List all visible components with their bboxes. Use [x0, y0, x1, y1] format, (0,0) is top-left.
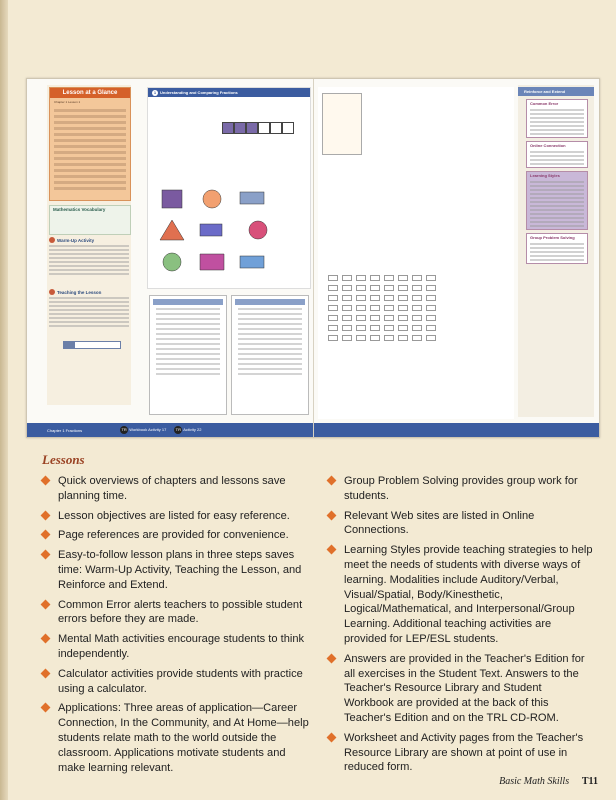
right-feature-list [326, 474, 594, 775]
online-connection-box: Online Connection [526, 141, 588, 168]
diamond-bullet-icon [327, 732, 337, 742]
list-item [40, 701, 312, 775]
section-heading: Lessons [42, 452, 85, 467]
list-item-text: Quick overviews of chapters and lessons save planning time. [58, 475, 286, 502]
worksheet-label: Workbook Activity 17 [129, 427, 167, 432]
warmup-section [49, 237, 129, 287]
vocabulary-box [49, 205, 131, 235]
fraction-shapes-graphic [154, 186, 304, 276]
teacher-page-left [27, 79, 314, 437]
list-item [326, 543, 594, 647]
list-item [40, 598, 312, 628]
diamond-bullet-icon [41, 550, 51, 560]
teaching-section [49, 289, 129, 339]
lesson-at-a-glance-box [49, 87, 131, 201]
diamond-bullet-icon [327, 510, 337, 520]
left-footer-text: Chapter 1 Fractions [47, 427, 83, 433]
activity-label: Activity 22 [183, 427, 202, 432]
warmup-title: Warm-Up Activity [57, 237, 95, 243]
list-item-text: Easy-to-follow lesson plans in three steps saves time: Warm-Up Activity, Teaching the Lesson, and Reinforce and Extend. [58, 549, 302, 591]
lesson-title: Understanding and Comparing Fractions [160, 90, 238, 95]
list-item-text: Page references are provided for convenience. [58, 529, 289, 542]
diamond-bullet-icon [327, 476, 337, 486]
diamond-bullet-icon [327, 653, 337, 663]
learning-styles-box: Learning Styles [526, 171, 588, 230]
student-exercise-page [318, 87, 514, 419]
list-item-text: Learning Styles provide teaching strategies to help meet the needs of students with diverse ways of learning. Modalities include Auditory/Verbal, Visual/Spatial, Body/Kinesthetic, Logical/Mathematical, and Interpersonal/Group Learning. Additional teaching activities are provided for LEP/ESL students. [344, 544, 593, 645]
activity-page [231, 295, 309, 415]
diamond-bullet-icon [41, 634, 51, 644]
diamond-bullet-icon [41, 703, 51, 713]
list-item-text: Calculator activities provide students with practice using a calculator. [58, 667, 303, 695]
list-item-text: Relevant Web sites are listed in Online Connections. [344, 509, 535, 537]
reduced-worksheets [149, 295, 309, 415]
right-column [326, 474, 594, 780]
vocab-title: Mathematics Vocabulary [53, 207, 106, 212]
page-footer [499, 776, 598, 787]
right-sidebar [518, 85, 594, 417]
left-feature-list [40, 474, 312, 775]
fraction-bar-graphic [63, 341, 121, 349]
diamond-bullet-icon [41, 668, 51, 678]
list-item-text: Common Error alerts teachers to possible student errors before they are made. [58, 598, 303, 626]
teaching-icon [49, 289, 55, 295]
reinforce-heading: Reinforce and Extend [518, 87, 594, 96]
page-number: T11 [581, 776, 598, 787]
teaching-title: Teaching the Lesson [57, 289, 102, 295]
list-item-text: Lesson objectives are listed for easy reference. [58, 509, 290, 522]
margin-note-box [322, 93, 362, 155]
list-item-text: Answers are provided in the Teacher's Edition for all exercises in the Student Text. Answers to the Teacher's Resource Library and Student Workbook are provided at the back of this Teacher's Edition and on the TRL CD-ROM. [344, 652, 585, 724]
list-item [326, 652, 594, 726]
diamond-bullet-icon [41, 530, 51, 540]
left-page-footer: Chapter 1 Fractions TR Workbook Activity 17 TR Activity 22 [27, 423, 313, 437]
fraction-strip [222, 122, 294, 134]
list-item [326, 509, 594, 539]
diamond-bullet-icon [41, 476, 51, 486]
list-item-text: Mental Math activities encourage students to think independently. [58, 633, 305, 660]
list-item [40, 548, 312, 592]
list-item-text: Worksheet and Activity pages from the Teacher's Resource Library are shown at point of use in reduced form. [344, 731, 584, 774]
exercise-rows [328, 273, 508, 393]
right-page-footer [314, 423, 599, 437]
sample-spread-image [26, 78, 600, 438]
list-item-text: Group Problem Solving provides group work for students. [344, 475, 578, 502]
book-spine [0, 0, 8, 800]
glance-chapter: Chapter 1 Lesson 1 [54, 100, 81, 104]
list-item [40, 667, 312, 697]
student-lesson-page [147, 87, 311, 289]
list-item [40, 474, 312, 504]
group-problem-box: Group Problem Solving [526, 233, 588, 264]
list-item [326, 474, 594, 504]
left-column [40, 474, 312, 780]
common-error-box: Common Error [526, 99, 588, 138]
lesson-number: 1 [153, 89, 157, 95]
diamond-bullet-icon [327, 545, 337, 555]
diamond-bullet-icon [41, 599, 51, 609]
list-item [40, 509, 312, 524]
diamond-bullet-icon [41, 510, 51, 520]
list-item [326, 731, 594, 775]
list-item-text: Applications: Three areas of application—Career Connection, In the Community, and At Home—help students relate math to the world outside the classroom. Applications motivate students and make learning relevant. [58, 702, 309, 774]
list-item [40, 528, 312, 543]
list-item [40, 632, 312, 662]
book-title: Basic Math Skills [499, 776, 570, 787]
workbook-activity-page [149, 295, 227, 415]
glance-title: Lesson at a Glance [50, 88, 130, 98]
warmup-icon [49, 237, 55, 243]
teacher-page-right [314, 79, 599, 437]
